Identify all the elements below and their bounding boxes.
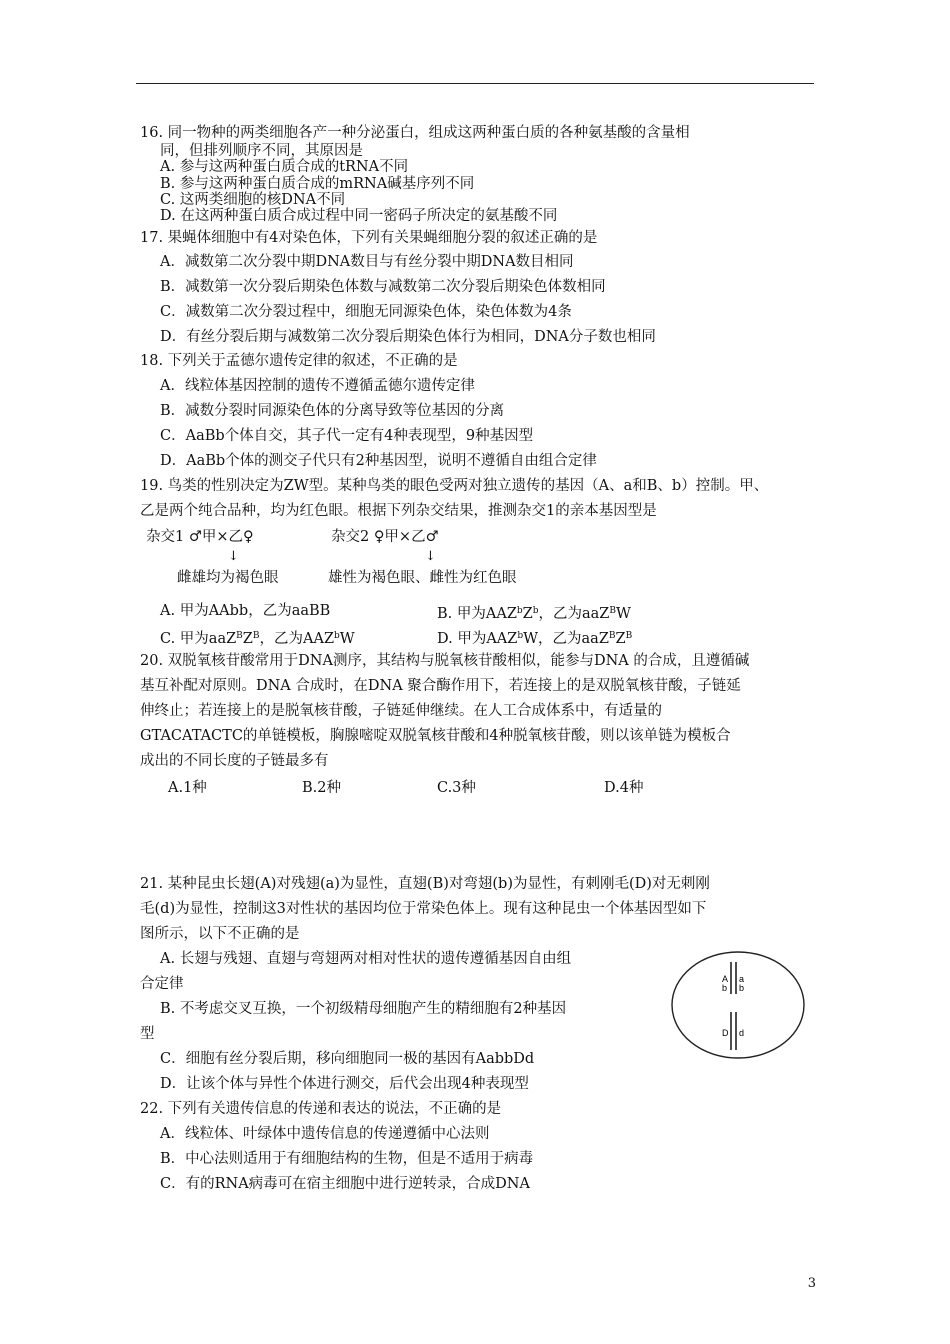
gene-b-right-label: b bbox=[739, 983, 745, 993]
q18-option-b: B．减数分裂时同源染色体的分离导致等位基因的分离 bbox=[160, 403, 505, 419]
q21-stem-line2: 毛(d)为显性，控制这3对性状的基因均位于常染色体上。现有这种昆虫一个体基因型如下 bbox=[140, 901, 707, 917]
q20-stem-line1: 20. 双脱氧核苷酸常用于DNA测序，其结构与脱氧核苷酸相似，能参与DNA 的合成，且遵循碱 bbox=[140, 653, 750, 669]
q19-option-d: D. 甲为AAZ$^b$W，乙为$aaZ^BZ^B$ bbox=[437, 631, 633, 647]
q19-option-a: A. 甲为AAbb，乙为aaBB bbox=[160, 603, 331, 619]
q19-stem-cont: 乙是两个纯合品种，均为红色眼。根据下列杂交结果，推测杂交1的亲本基因型是 bbox=[140, 503, 657, 519]
q19-stem: 19. 鸟类的性别决定为ZW型。某种鸟类的眼色受两对独立遗传的基因（A、a和B、b）控制。甲、 bbox=[140, 478, 769, 494]
header-rule bbox=[136, 83, 814, 84]
q18-option-a: A．线粒体基因控制的遗传不遵循孟德尔遗传定律 bbox=[160, 378, 475, 394]
q20-stem-line3: 伸终止；若连接上的是脱氧核苷酸，子链延伸继续。在人工合成体系中，有适量的 bbox=[140, 703, 662, 719]
q22-option-a: A．线粒体、叶绿体中遗传信息的传递遵循中心法则 bbox=[160, 1126, 490, 1142]
q19-result2: 雄性为褐色眼、雌性为红色眼 bbox=[328, 570, 517, 586]
q20-stem-line4: GTACATACTC的单链模板，胸腺嘧啶双脱氧核苷酸和4种脱氧核苷酸，则以该单链为模板合 bbox=[140, 728, 731, 744]
gene-d-label: d bbox=[739, 1028, 745, 1038]
q20-option-c: C.3种 bbox=[437, 780, 476, 796]
chromosome-cell-figure bbox=[670, 950, 806, 1060]
gene-a-label: a bbox=[739, 974, 745, 984]
q20-option-d: D.4种 bbox=[604, 780, 644, 796]
q16-option-d: D. 在这两种蛋白质合成过程中同一密码子所决定的氨基酸不同 bbox=[160, 208, 558, 224]
q19-cross1: 杂交1 ♂甲×乙♀ bbox=[146, 529, 254, 545]
gene-D-label: D bbox=[722, 1028, 729, 1038]
q18-option-c: C．AaBb个体自交，其子代一定有4种表现型，9种基因型 bbox=[160, 428, 534, 444]
q21-stem-line1: 21. 某种昆虫长翅(A)对残翅(a)为显性，直翅(B)对弯翅(b)为显性，有刺刚毛(D)对无刺刚 bbox=[140, 876, 710, 892]
q21-option-d: D．让该个体与异性个体进行测交，后代会出现4种表现型 bbox=[160, 1076, 529, 1092]
cell-outline bbox=[672, 952, 804, 1058]
q16-stem-cont: 同，但排列顺序不同，其原因是 bbox=[160, 143, 363, 159]
q16-option-c: C. 这两类细胞的核DNA不同 bbox=[160, 192, 346, 208]
q21-option-a-cont: 合定律 bbox=[140, 976, 184, 992]
q19-option-b: B. 甲为$AAZ^bZ^b$，乙为aaZ$^B$W bbox=[437, 606, 631, 622]
q21-option-a: A. 长翅与残翅、直翅与弯翅两对相对性状的遗传遵循基因自由组 bbox=[160, 951, 572, 967]
q21-option-c: C．细胞有丝分裂后期，移向细胞同一极的基因有AabbDd bbox=[160, 1051, 535, 1067]
q17-option-c: C．减数第二次分裂过程中，细胞无同源染色体，染色体数为4条 bbox=[160, 304, 572, 320]
q20-option-b: B.2种 bbox=[302, 780, 341, 796]
q19-arrow-2: ↓ bbox=[425, 549, 436, 564]
q18-option-d: D．AaBb个体的测交子代只有2种基因型，说明不遵循自由组合定律 bbox=[160, 453, 597, 469]
q17-stem: 17. 果蝇体细胞中有4对染色体，下列有关果蝇细胞分裂的叙述正确的是 bbox=[140, 230, 598, 246]
q20-stem-line5: 成出的不同长度的子链最多有 bbox=[140, 753, 329, 769]
q17-option-d: D．有丝分裂后期与减数第二次分裂后期染色体行为相同，DNA分子数也相同 bbox=[160, 329, 656, 345]
q16-stem: 16. 同一物种的两类细胞各产一种分泌蛋白，组成这两种蛋白质的各种氨基酸的含量相 bbox=[140, 125, 690, 141]
q19-option-c: C. 甲为$aaZ^BZ^B$，乙为AAZ$^b$W bbox=[160, 631, 355, 647]
q19-cross2: 杂交2 ♀甲×乙♂ bbox=[331, 529, 439, 545]
q22-stem: 22. 下列有关遗传信息的传递和表达的说法，不正确的是 bbox=[140, 1101, 502, 1117]
q21-option-b: B. 不考虑交叉互换，一个初级精母细胞产生的精细胞有2种基因 bbox=[160, 1001, 567, 1017]
q19-result1: 雌雄均为褐色眼 bbox=[177, 570, 279, 586]
page-number: 3 bbox=[807, 1276, 816, 1291]
q17-option-b: B．减数第一次分裂后期染色体数与减数第二次分裂后期染色体数相同 bbox=[160, 279, 606, 295]
q21-stem-line3: 图所示，以下不正确的是 bbox=[140, 926, 300, 942]
q20-stem-line2: 基互补配对原则。DNA 合成时，在DNA 聚合酶作用下，若连接上的是双脱氧核苷酸，子链延 bbox=[140, 678, 741, 694]
q18-stem: 18. 下列关于孟德尔遗传定律的叙述，不正确的是 bbox=[140, 353, 458, 369]
q20-option-a: A.1种 bbox=[168, 780, 207, 796]
q16-option-a: A. 参与这两种蛋白质合成的tRNA不同 bbox=[160, 159, 409, 175]
gene-b-left-label: b bbox=[722, 983, 728, 993]
q21-option-b-cont: 型 bbox=[140, 1026, 155, 1042]
gene-A-label: A bbox=[722, 974, 729, 984]
q16-option-b: B. 参与这两种蛋白质合成的mRNA碱基序列不同 bbox=[160, 176, 475, 192]
q22-option-b: B．中心法则适用于有细胞结构的生物，但是不适用于病毒 bbox=[160, 1151, 534, 1167]
q19-arrow-1: ↓ bbox=[228, 549, 239, 564]
q22-option-c: C．有的RNA病毒可在宿主细胞中进行逆转录，合成DNA bbox=[160, 1176, 530, 1192]
q17-option-a: A．减数第二次分裂中期DNA数目与有丝分裂中期DNA数目相同 bbox=[160, 254, 574, 270]
